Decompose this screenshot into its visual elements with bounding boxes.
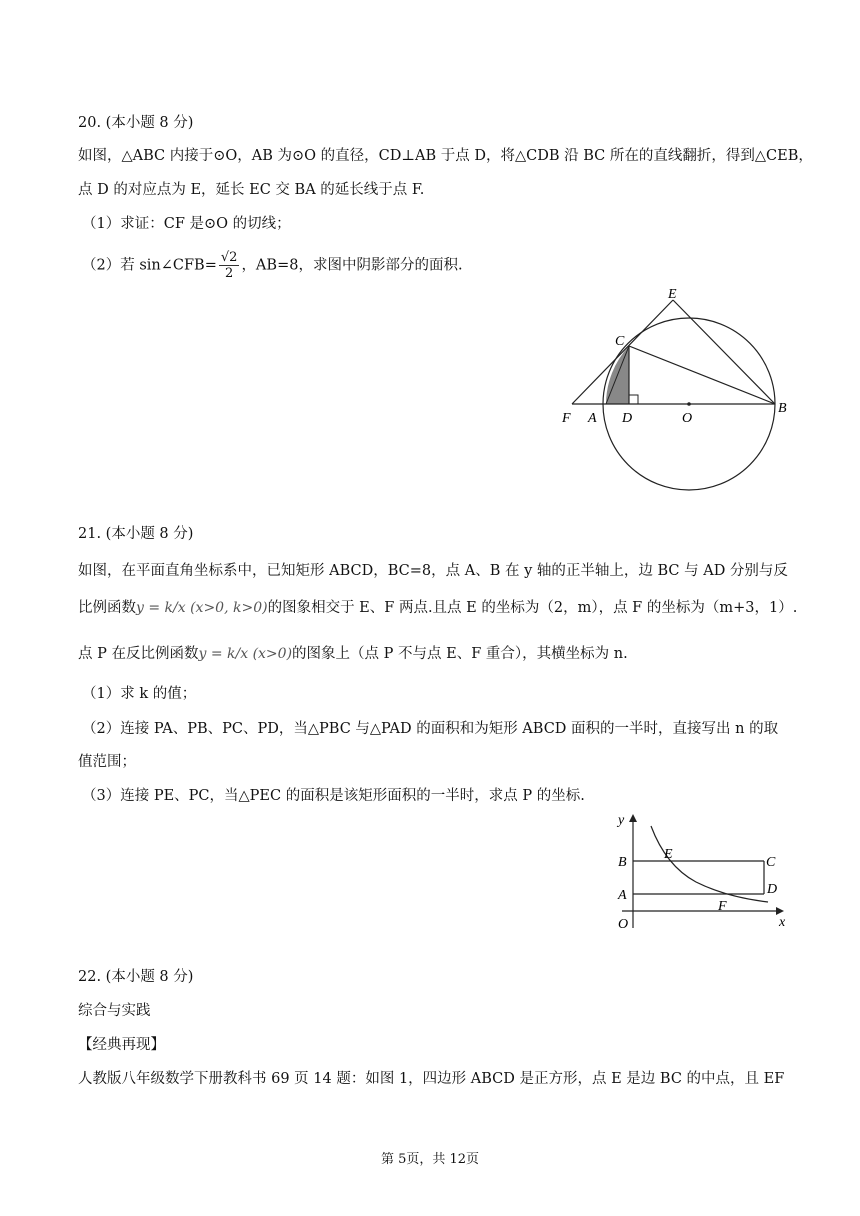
label-f: F (718, 899, 727, 914)
center-dot (687, 402, 691, 406)
label-a: A (588, 411, 597, 426)
q22-title: 综合与实践 (78, 1003, 151, 1019)
label-f: F (562, 411, 571, 426)
q21-stem-line3 (78, 644, 628, 664)
q21-figure-coordinate (610, 810, 800, 935)
q20-header: 20. (本小题 8 分) (78, 115, 194, 131)
label-d: D (767, 882, 778, 897)
hyperbola-curve (651, 826, 768, 902)
q21-part2-line1: （2）连接 PA、PB、PC、PD，当△PBC 与△PAD 的面积和为矩形 ABCD 面积的一半时，直接写出 n 的取 (82, 721, 779, 737)
q20-part2-post: ，AB=8，求图中阴影部分的面积. (241, 257, 463, 274)
line-cb (629, 346, 775, 404)
q21-stem3-pre: 点 P 在反比例函数 (78, 646, 199, 662)
label-c: C (615, 334, 625, 349)
label-x: x (779, 915, 786, 930)
q22-stem-line1: 人教版八年级数学下册教科书 69 页 14 题：如图 1，四边形 ABCD 是正方形，点 E 是边 BC 的中点，且 EF (78, 1071, 785, 1087)
label-b: B (618, 855, 627, 870)
function-expression-2: y = k/x (x>0) (198, 646, 293, 662)
label-b: B (778, 401, 787, 416)
q21-stem2-post: 的图象相交于 E、F 两点.且点 E 的坐标为（2，m），点 F 的坐标为（m+3，1）. (267, 600, 798, 616)
q22-section: 【经典再现】 (78, 1037, 165, 1053)
page-footer: 第 5页，共 12页 (380, 1152, 480, 1167)
q20-figure-circle (555, 282, 795, 512)
sqrt2-over-2-fraction (219, 250, 240, 281)
label-d: D (622, 411, 633, 426)
q20-stem-line1: 如图，△ABC 内接于⊙O，AB 为⊙O 的直径，CD⊥AB 于点 D，将△CDB 沿 BC 所在的直线翻折，得到△CEB， (78, 148, 813, 164)
q21-stem-line1: 如图，在平面直角坐标系中，已知矩形 ABCD，BC=8，点 A、B 在 y 轴的正半轴上，边 BC 与 AD 分别与反 (78, 563, 788, 579)
q20-part2-pre: （2）若 sin∠CFB= (82, 257, 217, 274)
q22-header: 22. (本小题 8 分) (78, 969, 194, 985)
fraction-numerator: √2 (220, 250, 238, 265)
label-c: C (766, 855, 776, 870)
label-e: E (664, 847, 673, 862)
q20-stem-line2: 点 D 的对应点为 E，延长 EC 交 BA 的延长线于点 F. (78, 182, 425, 198)
q21-part2-line2: 值范围； (78, 754, 136, 770)
line-eb (673, 300, 775, 404)
function-expression-1: y = k/x (x>0, k>0) (136, 600, 268, 616)
q21-part1: （1）求 k 的值； (82, 686, 197, 702)
label-o: O (682, 411, 693, 426)
label-y: y (618, 813, 625, 828)
label-o: O (618, 917, 629, 932)
q21-part3: （3）连接 PE、PC，当△PEC 的面积是该矩形面积的一半时，求点 P 的坐标. (82, 788, 585, 804)
q20-part1: （1）求证：CF 是⊙O 的切线； (82, 216, 291, 232)
label-e: E (668, 287, 677, 302)
right-angle-mark (629, 395, 638, 404)
q21-stem2-pre: 比例函数 (78, 600, 136, 616)
q21-header: 21. (本小题 8 分) (78, 526, 194, 542)
q21-stem3-post: 的图象上（点 P 不与点 E、F 重合），其横坐标为 n. (292, 646, 628, 662)
q20-part2 (82, 250, 463, 281)
fraction-denominator: 2 (225, 266, 234, 281)
label-a: A (618, 888, 627, 903)
q21-stem-line2 (78, 598, 797, 618)
y-axis-arrow (629, 814, 637, 822)
x-axis-arrow (776, 907, 784, 915)
